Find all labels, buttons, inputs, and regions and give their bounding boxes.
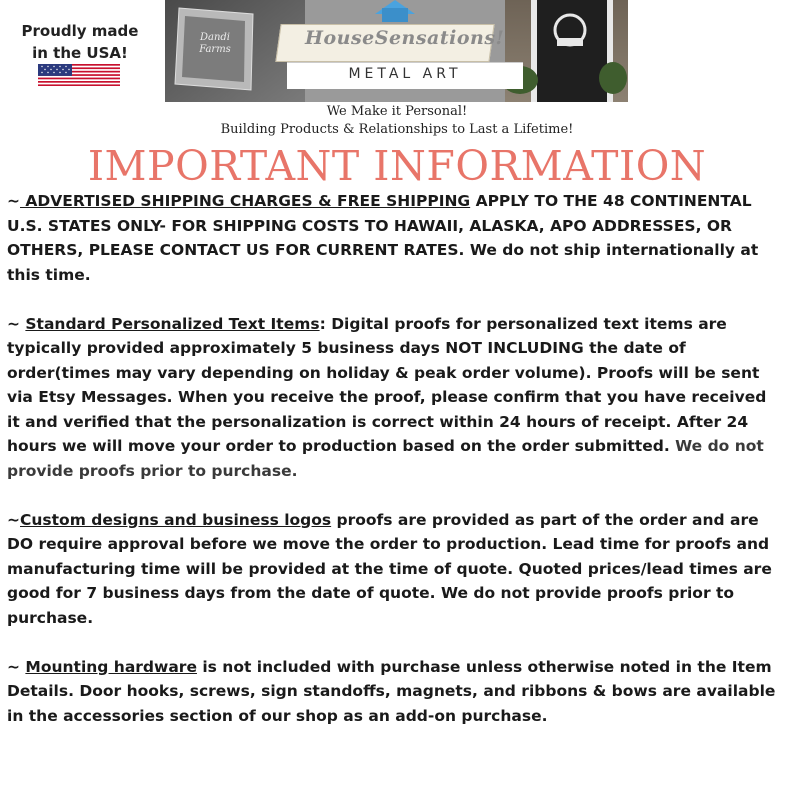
shipping-text: APPLY TO THE 48 CONTINENTAL U.S. STATES ONLY- FOR SHIPPING COSTS TO HAWAII, ALASKA, APO ADDRESSES, OR OTHERS, PLEASE CONTACT US FOR CURRENT RATES. We do not ship internationally at this time. <box>7 192 759 284</box>
sign-line-1: Dandi <box>199 32 231 43</box>
shipping-paragraph <box>7 189 779 287</box>
standard-text: : Digital proofs for personalized text items are typically provided approximately 5 business days NOT INCLUDING the date of order(times may vary depending on holiday & peak order volume). Proofs will be sent via Etsy Messages. When you receive the proof, please confirm that you have received it and verified that the personalization is correct within 24 hours of receipt. After 24 hours we will move your order to production based on the order submitted. <box>7 314 767 455</box>
brand-name: HouseSensations! <box>305 27 505 49</box>
standard-note: We do not provide proofs prior to purchase. <box>7 437 764 480</box>
sign-lettering <box>187 32 243 56</box>
made-line-2: in the USA! <box>32 44 128 62</box>
brand-subtitle: METAL ART <box>348 66 462 82</box>
custom-text: proofs are provided as part of the order and are DO require approval before we move the order to production. Lead time for proofs and manufacturing time will be provided at the time of quote. Quoted prices/lead times are good for 7 business days from the date of quote. We do not provide proofs prior to purchase. <box>7 510 772 627</box>
page-title: IMPORTANT INFORMATION <box>87 142 707 190</box>
tagline-secondary: Building Products & Relationships to Last a Lifetime! <box>220 122 574 137</box>
custom-designs-paragraph <box>7 508 779 631</box>
made-in-usa-label <box>20 20 140 64</box>
standard-prefix: ~ <box>7 314 26 333</box>
mounting-text: is not included with purchase unless otherwise noted in the Item Details. Door hooks, screws, sign standoffs, magnets, and ribbons & bows are available in the accessories section of our shop as an add-on purchase. <box>7 657 776 725</box>
custom-heading: Custom designs and business logos <box>20 510 332 529</box>
custom-prefix: ~ <box>7 510 20 529</box>
standard-items-paragraph <box>7 312 779 484</box>
tagline-primary: We Make it Personal! <box>326 104 468 119</box>
information-content <box>7 189 779 753</box>
mounting-prefix: ~ <box>7 657 26 676</box>
sign-line-2: Farms <box>199 44 231 55</box>
standard-heading: Standard Personalized Text Items <box>25 314 320 333</box>
usa-flag-icon <box>38 64 120 86</box>
brand-banner <box>165 0 628 102</box>
shipping-heading: ADVERTISED SHIPPING CHARGES & FREE SHIPPING <box>20 192 471 210</box>
mounting-hardware-paragraph <box>7 655 779 729</box>
shipping-prefix: ~ <box>7 192 20 210</box>
made-line-1: Proudly made <box>21 22 139 40</box>
mounting-heading: Mounting hardware <box>25 657 197 676</box>
